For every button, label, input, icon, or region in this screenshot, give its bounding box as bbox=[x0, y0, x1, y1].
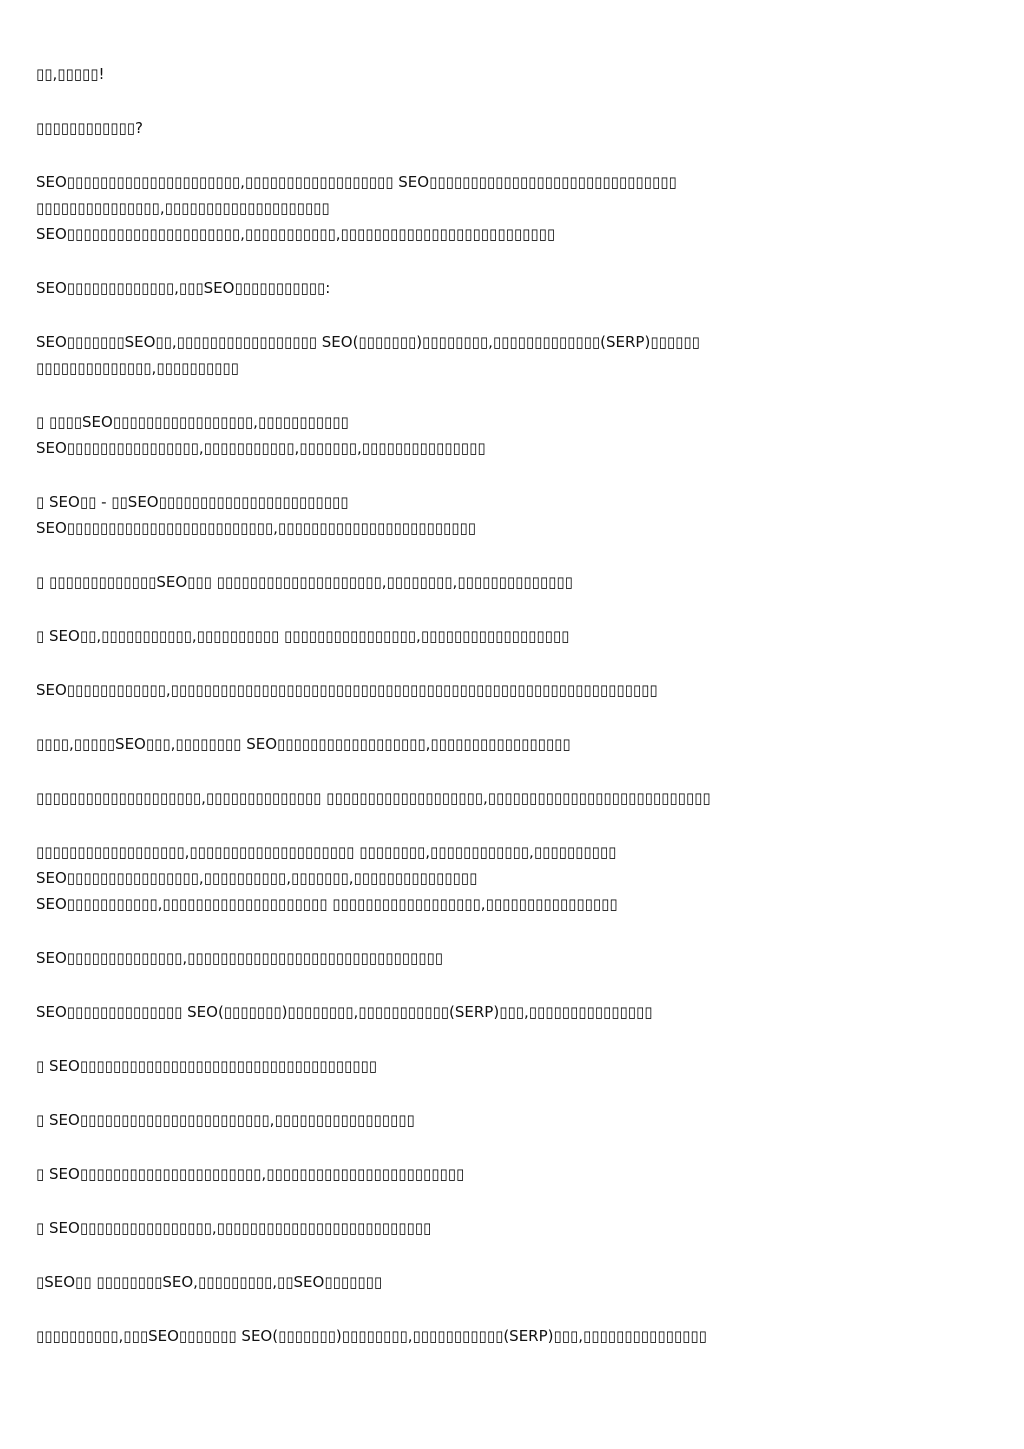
paragraph: ▯ ▯▯▯▯▯▯▯▯▯▯▯▯▯SEO▯▯▯ ▯▯▯▯▯▯▯▯▯▯▯▯▯▯▯▯▯▯▯▯,▯▯▯▯▯▯▯▯,▯▯▯▯▯▯▯▯▯▯▯▯▯▯ bbox=[36, 573, 573, 591]
paragraph: ▯▯▯▯▯▯▯▯▯▯▯▯▯▯▯▯▯▯,▯▯▯▯▯▯▯▯▯▯▯▯▯▯▯▯▯▯▯▯ ▯▯▯▯▯▯▯▯,▯▯▯▯▯▯▯▯▯▯▯▯,▯▯▯▯▯▯▯▯▯▯ SEO▯▯▯▯▯▯▯▯▯▯▯▯▯▯▯▯,▯▯▯▯▯▯▯▯▯▯,▯▯▯▯▯▯▯,▯▯▯▯▯▯▯▯▯▯▯▯▯▯▯ SEO▯▯▯▯▯▯▯▯▯▯▯,▯▯▯▯▯▯▯▯▯▯▯▯▯▯▯▯▯▯▯▯ ▯▯▯▯▯▯▯▯▯▯▯▯▯▯▯▯▯▯,▯▯▯▯▯▯▯▯▯▯▯▯▯▯▯▯ bbox=[36, 843, 618, 913]
paragraph: SEO▯▯▯▯▯▯▯▯▯▯▯▯▯▯▯▯▯▯▯▯▯,▯▯▯▯▯▯▯▯▯▯▯▯▯▯▯▯▯▯ SEO▯▯▯▯▯▯▯▯▯▯▯▯▯▯▯▯▯▯▯▯▯▯▯▯▯▯▯▯▯▯ ▯▯▯▯▯▯▯▯▯▯▯▯▯▯▯,▯▯▯▯▯▯▯▯▯▯▯▯▯▯▯▯▯▯▯▯ SEO▯▯▯▯▯▯▯▯▯▯▯▯▯▯▯▯▯▯▯▯▯,▯▯▯▯▯▯▯▯▯▯▯,▯▯▯▯▯▯▯▯▯▯▯▯▯▯▯▯▯▯▯▯▯▯▯▯▯▯ bbox=[36, 173, 677, 243]
paragraph: SEO▯▯▯▯▯▯▯▯▯▯▯▯▯▯,▯▯▯▯▯▯▯▯▯▯▯▯▯▯▯▯▯▯▯▯▯▯▯▯▯▯▯▯▯▯▯ bbox=[36, 949, 444, 967]
paragraph: ▯ SEO▯▯ - ▯▯SEO▯▯▯▯▯▯▯▯▯▯▯▯▯▯▯▯▯▯▯▯▯▯▯ SEO▯▯▯▯▯▯▯▯▯▯▯▯▯▯▯▯▯▯▯▯▯▯▯▯▯,▯▯▯▯▯▯▯▯▯▯▯▯▯▯▯▯▯▯▯▯▯▯▯▯ bbox=[36, 493, 477, 537]
paragraph: ▯ SEO▯▯,▯▯▯▯▯▯▯▯▯▯▯,▯▯▯▯▯▯▯▯▯▯ ▯▯▯▯▯▯▯▯▯▯▯▯▯▯▯▯,▯▯▯▯▯▯▯▯▯▯▯▯▯▯▯▯▯▯ bbox=[36, 627, 570, 645]
list-item: ▯ SEO▯▯▯▯▯▯▯▯▯▯▯▯▯▯▯▯▯▯▯▯▯▯▯,▯▯▯▯▯▯▯▯▯▯▯▯▯▯▯▯▯ bbox=[36, 1111, 415, 1129]
paragraph: ▯SEO▯▯ ▯▯▯▯▯▯▯▯SEO,▯▯▯▯▯▯▯▯▯,▯▯SEO▯▯▯▯▯▯▯ bbox=[36, 1273, 383, 1291]
paragraph: ▯▯▯▯▯▯▯▯▯▯,▯▯▯SEO▯▯▯▯▯▯▯ SEO(▯▯▯▯▯▯▯)▯▯▯▯▯▯▯▯,▯▯▯▯▯▯▯▯▯▯▯(SERP)▯▯▯,▯▯▯▯▯▯▯▯▯▯▯▯▯▯▯ bbox=[36, 1327, 707, 1345]
paragraph: ▯▯▯▯,▯▯▯▯▯SEO▯▯▯,▯▯▯▯▯▯▯▯ SEO▯▯▯▯▯▯▯▯▯▯▯▯▯▯▯▯▯▯,▯▯▯▯▯▯▯▯▯▯▯▯▯▯▯▯▯ bbox=[36, 735, 571, 753]
paragraph: SEO▯▯▯▯▯▯▯▯▯▯▯▯▯▯ SEO(▯▯▯▯▯▯▯)▯▯▯▯▯▯▯▯,▯▯▯▯▯▯▯▯▯▯▯(SERP)▯▯▯,▯▯▯▯▯▯▯▯▯▯▯▯▯▯▯ bbox=[36, 1003, 653, 1021]
paragraph: ▯ ▯▯▯▯SEO▯▯▯▯▯▯▯▯▯▯▯▯▯▯▯▯▯,▯▯▯▯▯▯▯▯▯▯▯ SEO▯▯▯▯▯▯▯▯▯▯▯▯▯▯▯▯,▯▯▯▯▯▯▯▯▯▯▯,▯▯▯▯▯▯▯,▯▯▯▯▯▯▯▯▯▯▯▯▯▯▯ bbox=[36, 413, 486, 457]
list-item: ▯ SEO▯▯▯▯▯▯▯▯▯▯▯▯▯▯▯▯,▯▯▯▯▯▯▯▯▯▯▯▯▯▯▯▯▯▯▯▯▯▯▯▯▯▯ bbox=[36, 1219, 432, 1237]
paragraph: SEO▯▯▯▯▯▯▯▯▯▯▯▯,▯▯▯▯▯▯▯▯▯▯▯▯▯▯▯▯▯▯▯▯▯▯▯▯▯▯▯▯▯▯▯▯▯▯▯▯▯▯▯▯▯▯▯▯▯▯▯▯▯▯▯▯▯▯▯▯▯▯▯ bbox=[36, 681, 658, 699]
paragraph-question: ▯▯▯▯▯▯▯▯▯▯▯▯? bbox=[36, 119, 144, 137]
paragraph: SEO▯▯▯▯▯▯▯▯▯▯▯▯▯,▯▯▯SEO▯▯▯▯▯▯▯▯▯▯▯: bbox=[36, 279, 331, 297]
paragraph: ▯▯▯▯▯▯▯▯▯▯▯▯▯▯▯▯▯▯▯▯,▯▯▯▯▯▯▯▯▯▯▯▯▯▯ ▯▯▯▯▯▯▯▯▯▯▯▯▯▯▯▯▯▯▯,▯▯▯▯▯▯▯▯▯▯▯▯▯▯▯▯▯▯▯▯▯▯▯▯▯▯▯ bbox=[36, 789, 711, 807]
paragraph: SEO▯▯▯▯▯▯▯SEO▯▯,▯▯▯▯▯▯▯▯▯▯▯▯▯▯▯▯▯ SEO(▯▯▯▯▯▯▯)▯▯▯▯▯▯▯▯,▯▯▯▯▯▯▯▯▯▯▯▯▯(SERP)▯▯▯▯▯▯ ▯▯▯▯▯▯▯▯▯▯▯▯▯▯,▯▯▯▯▯▯▯▯▯▯ bbox=[36, 333, 700, 377]
list-item: ▯ SEO▯▯▯▯▯▯▯▯▯▯▯▯▯▯▯▯▯▯▯▯▯▯▯▯▯▯▯▯▯▯▯▯▯▯▯▯ bbox=[36, 1057, 377, 1075]
paragraph-greeting: ▯▯,▯▯▯▯▯! bbox=[36, 65, 105, 83]
list-item: ▯ SEO▯▯▯▯▯▯▯▯▯▯▯▯▯▯▯▯▯▯▯▯▯▯,▯▯▯▯▯▯▯▯▯▯▯▯▯▯▯▯▯▯▯▯▯▯▯▯ bbox=[36, 1165, 465, 1183]
